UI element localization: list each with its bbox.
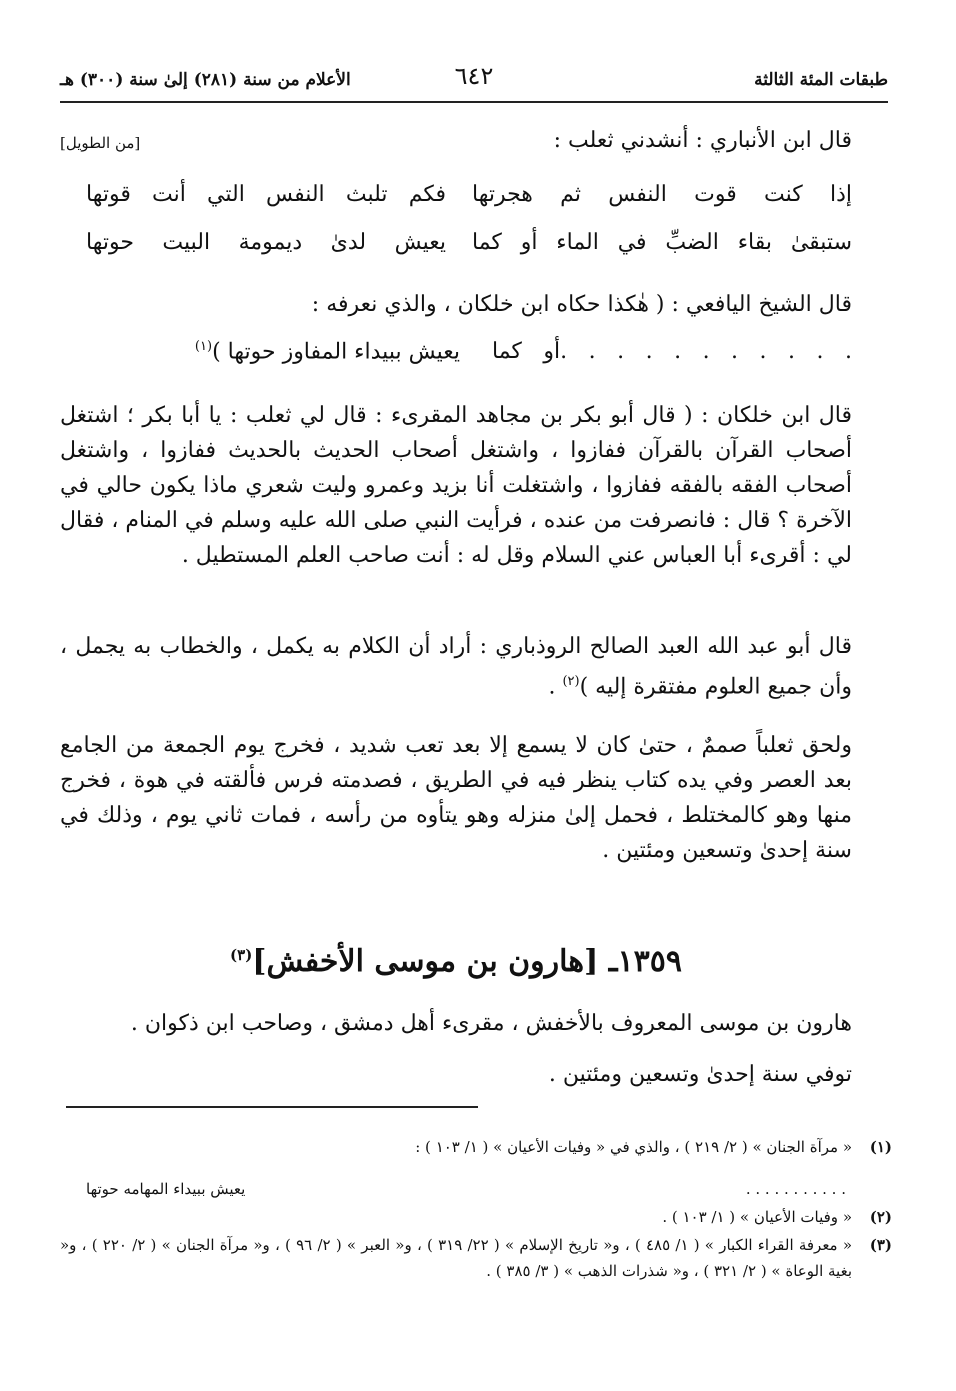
header-rule	[60, 101, 888, 103]
page-number: ٦٤٢	[454, 62, 494, 90]
header-section-title: طبقات المئة الثالثة	[754, 70, 888, 90]
paragraph-text: قال أبو عبد الله العبد الصالح الروذباري : أراد أن الكلام به يكمل ، والخطاب به يجمل ، وأن جميع العلوم مفتقرة إليه )	[60, 634, 852, 700]
meter-label: [من الطويل]	[60, 134, 141, 152]
entry-title	[60, 944, 852, 979]
footnote-verse-text: يعيش ببيداء المهامه حوتها	[86, 1180, 246, 1198]
verse-line	[86, 230, 852, 264]
footnote-number: (٢)	[869, 1208, 892, 1226]
footnote-text: « مرآة الجنان » ( ٢/ ٢١٩ ) ، والذي في « وفيات الأعيان » ( ١/ ١٠٣ ) :	[415, 1138, 852, 1156]
footnote-3	[60, 1232, 892, 1284]
footnote-marker: (١)	[194, 339, 213, 354]
footnote-1	[60, 1134, 892, 1160]
paragraph-rudhbari	[60, 629, 852, 704]
yafii-line: قال الشيخ اليافعي : ( هٰكذا حكاه ابن خلكان ، والذي نعرفه :	[311, 292, 852, 317]
footnote-text: « معرفة القراء الكبار » ( ١/ ٤٨٥ ) ، و« تاريخ الإسلام » ( ٢٢/ ٣١٩ ) ، و« العبر » ( ٢/ ٩٦ ) ، و« مرآة الجنان » ( ٢/ ٢٢٠ ) ، و« بغية الوعاة » ( ٢/ ٣٢١ ) ، و« شذرات الذهب » ( ٣/ ٣٨٥ ) .	[60, 1236, 852, 1280]
header-range-title: الأعلام من سنة (٢٨١) إلىٰ سنة (٣٠٠) هـ	[60, 70, 351, 90]
verse-first-hemistich: ستبقىٰ بقاء الضبِّ في الماء أو كما	[472, 230, 852, 255]
yafii-first-hemistich: . . . . . . . . . . .أو كما	[492, 339, 852, 364]
footnote-2	[60, 1204, 892, 1230]
entry-line-1: هارون بن موسى المعروف بالأخفش ، مقرىء أهل دمشق ، وصاحب ابن ذكوان .	[130, 1011, 852, 1036]
footnote-rule	[66, 1106, 478, 1108]
footnote-marker: (٢)	[562, 674, 580, 689]
running-header	[60, 62, 888, 98]
verse-second-hemistich: فكم تلبث النفس التي أنت قوتها	[86, 182, 446, 207]
footnote-verse-dots: . . . . . . . . . . .	[745, 1180, 846, 1198]
intro-text: قال ابن الأنباري : أنشدني ثعلب :	[553, 128, 852, 153]
entry-line-2: توفي سنة إحدىٰ وتسعين ومئتين .	[548, 1062, 852, 1087]
footnote-text: « وفيات الأعيان » ( ١/ ١٠٣ ) .	[662, 1208, 852, 1226]
paragraph-ibn-khallikan: قال ابن خلكان : ( قال أبو بكر بن مجاهد المقرىء : قال لي ثعلب : يا أبا بكر ؛ اشتغل أصحاب القرآن بالقرآن ففازوا ، واشتغل أصحاب الحديث بالحديث ففازوا ، واشتغل أصحاب الفقه بالفقه ففازوا ، واشتغلت أنا بزيد وعمرو وليت شعري ماذا يكون حالي في الآخرة ؟ قال : فانصرفت من عنده ، فرأيت النبي صلى الله عليه وسلم في المنام ، فقال لي : أقرىء أبا العباس عني السلام وقل له : أنت صاحب العلم المستطيل .	[60, 403, 853, 568]
paragraph-death: ولحق ثعلباً صممٌ ، حتىٰ كان لا يسمع إلا بعد تعب شديد ، فخرج يوم الجمعة من الجامع بعد العصر وفي يده كتاب ينظر فيه في الطريق ، فصدمته فرس فألقته في هوة ، فخرج منها وهو كالمختلط ، فحمل إلىٰ منزله وهو يتأوه من رأسه ، فمات ثاني يوم ، وذلك في سنة إحدىٰ وتسعين ومئتين .	[60, 733, 852, 863]
entry-title-text: ١٣٥٩ـ [هارون بن موسى الأخفش]	[252, 944, 682, 979]
verse-first-hemistich: إذا كنت قوت النفس ثم هجرتها	[472, 182, 852, 207]
paragraph-end: .	[548, 674, 563, 700]
yafii-hemistich-text: يعيش ببيداء المفاوز حوتها )	[212, 339, 460, 365]
yafii-second-hemistich	[60, 339, 460, 364]
footnote-marker: (٣)	[230, 946, 253, 964]
footnote-number: (٣)	[869, 1236, 892, 1254]
intro-row	[60, 128, 852, 162]
verse-line	[86, 182, 852, 216]
yafii-verse	[60, 339, 852, 373]
footnote-number: (١)	[869, 1138, 892, 1156]
verse-second-hemistich: يعيش لدىٰ ديمومة البيت حوتها	[86, 230, 446, 255]
